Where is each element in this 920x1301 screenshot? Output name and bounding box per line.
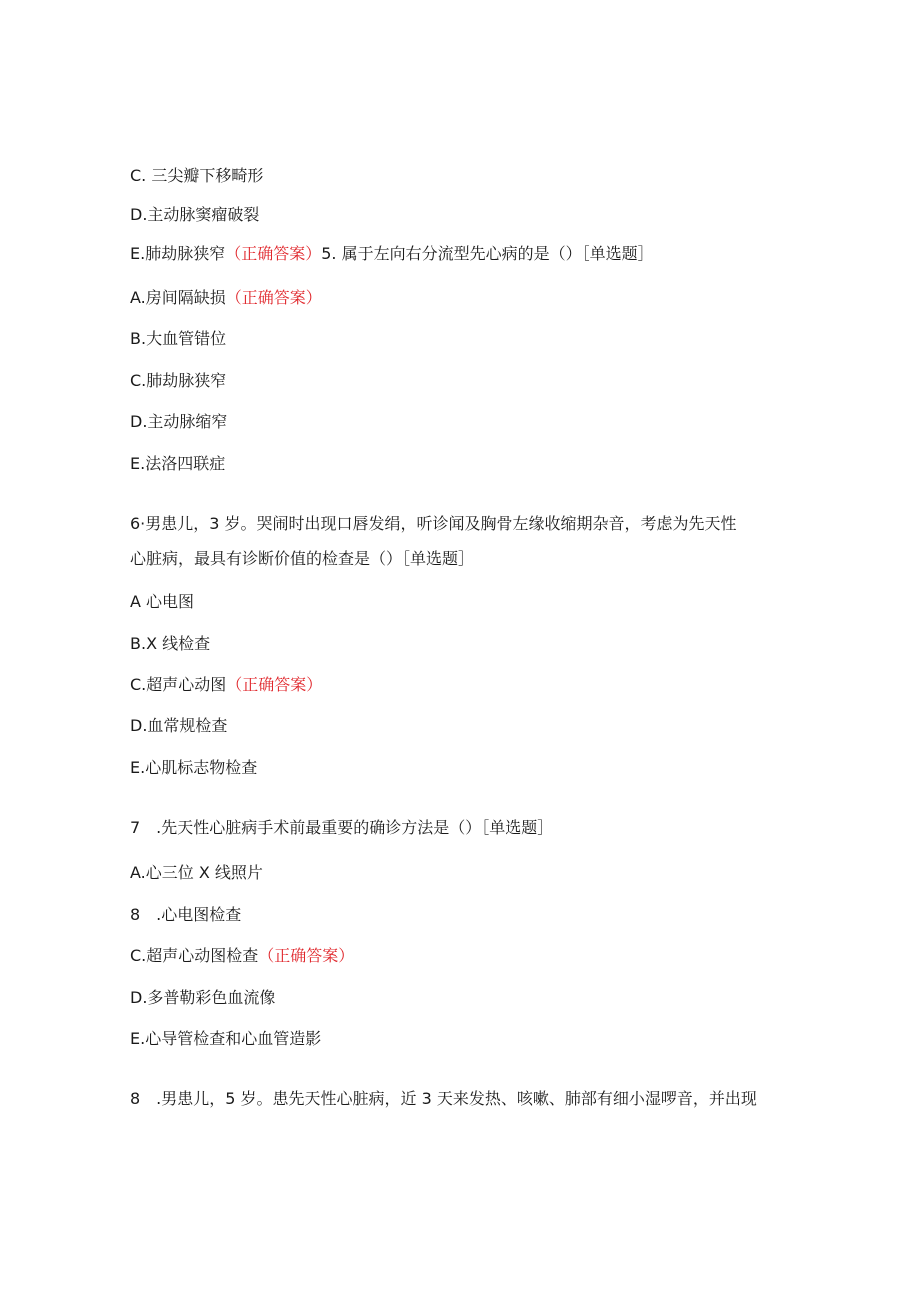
- question-5-text: 5. 属于左向右分流型先心病的是（）［单选题］: [321, 244, 654, 263]
- correct-answer-mark: （正确答案）: [258, 946, 355, 965]
- option-a-line: A.心三位 X 线照片: [130, 863, 263, 882]
- option-d-line: D.主动脉缩窄: [130, 412, 228, 431]
- option-c-line: C.肺劫脉狭窄: [130, 371, 227, 390]
- option-c-line: C. 三尖瓣下移畸形: [130, 166, 264, 185]
- option-e-line: E.法洛四联症: [130, 454, 226, 473]
- option-d-line: D.血常规检查: [130, 716, 228, 735]
- question-6-line-2: 心脏病，最具有诊断价值的检查是（）［单选题］: [130, 549, 475, 568]
- option-c-line: C.超声心动图（正确答案）: [130, 675, 323, 694]
- option-e-line: E.心肌标志物检查: [130, 758, 258, 777]
- option-d-line: D.多普勒彩色血流像: [130, 988, 276, 1007]
- question-7-line: 7 .先天性心脏病手术前最重要的确诊方法是（）［单选题］: [130, 818, 554, 837]
- option-b-line: B.X 线检查: [130, 634, 211, 653]
- option-b-line: 8 .心电图检查: [130, 905, 242, 924]
- option-e-line: E.心导管检查和心血管造影: [130, 1029, 322, 1048]
- option-d-line: D.主动脉窦瘤破裂: [130, 205, 260, 224]
- correct-answer-mark: （正确答案）: [225, 288, 322, 307]
- option-c-line: C.超声心动图检查（正确答案）: [130, 946, 355, 965]
- correct-answer-mark: （正确答案）: [226, 675, 323, 694]
- question-8-line: 8 .男患儿，5 岁。患先天性心脏病，近 3 天来发热、咳嗽、肺部有细小湿啰音，并出现: [130, 1089, 757, 1108]
- option-b-line: B.大血管错位: [130, 329, 227, 348]
- option-e-line: E.肺劫脉狭窄（正确答案）5. 属于左向右分流型先心病的是（）［单选题］: [130, 244, 654, 263]
- correct-answer-mark: （正确答案）: [225, 244, 322, 263]
- option-a-line: A 心电图: [130, 592, 195, 611]
- option-a-line: A.房间隔缺损（正确答案）: [130, 288, 322, 307]
- question-6-line-1: 6·男患儿，3 岁。哭闹时出现口唇发绢，听诊闻及胸骨左缘收缩期杂音，考虑为先天性: [130, 514, 737, 533]
